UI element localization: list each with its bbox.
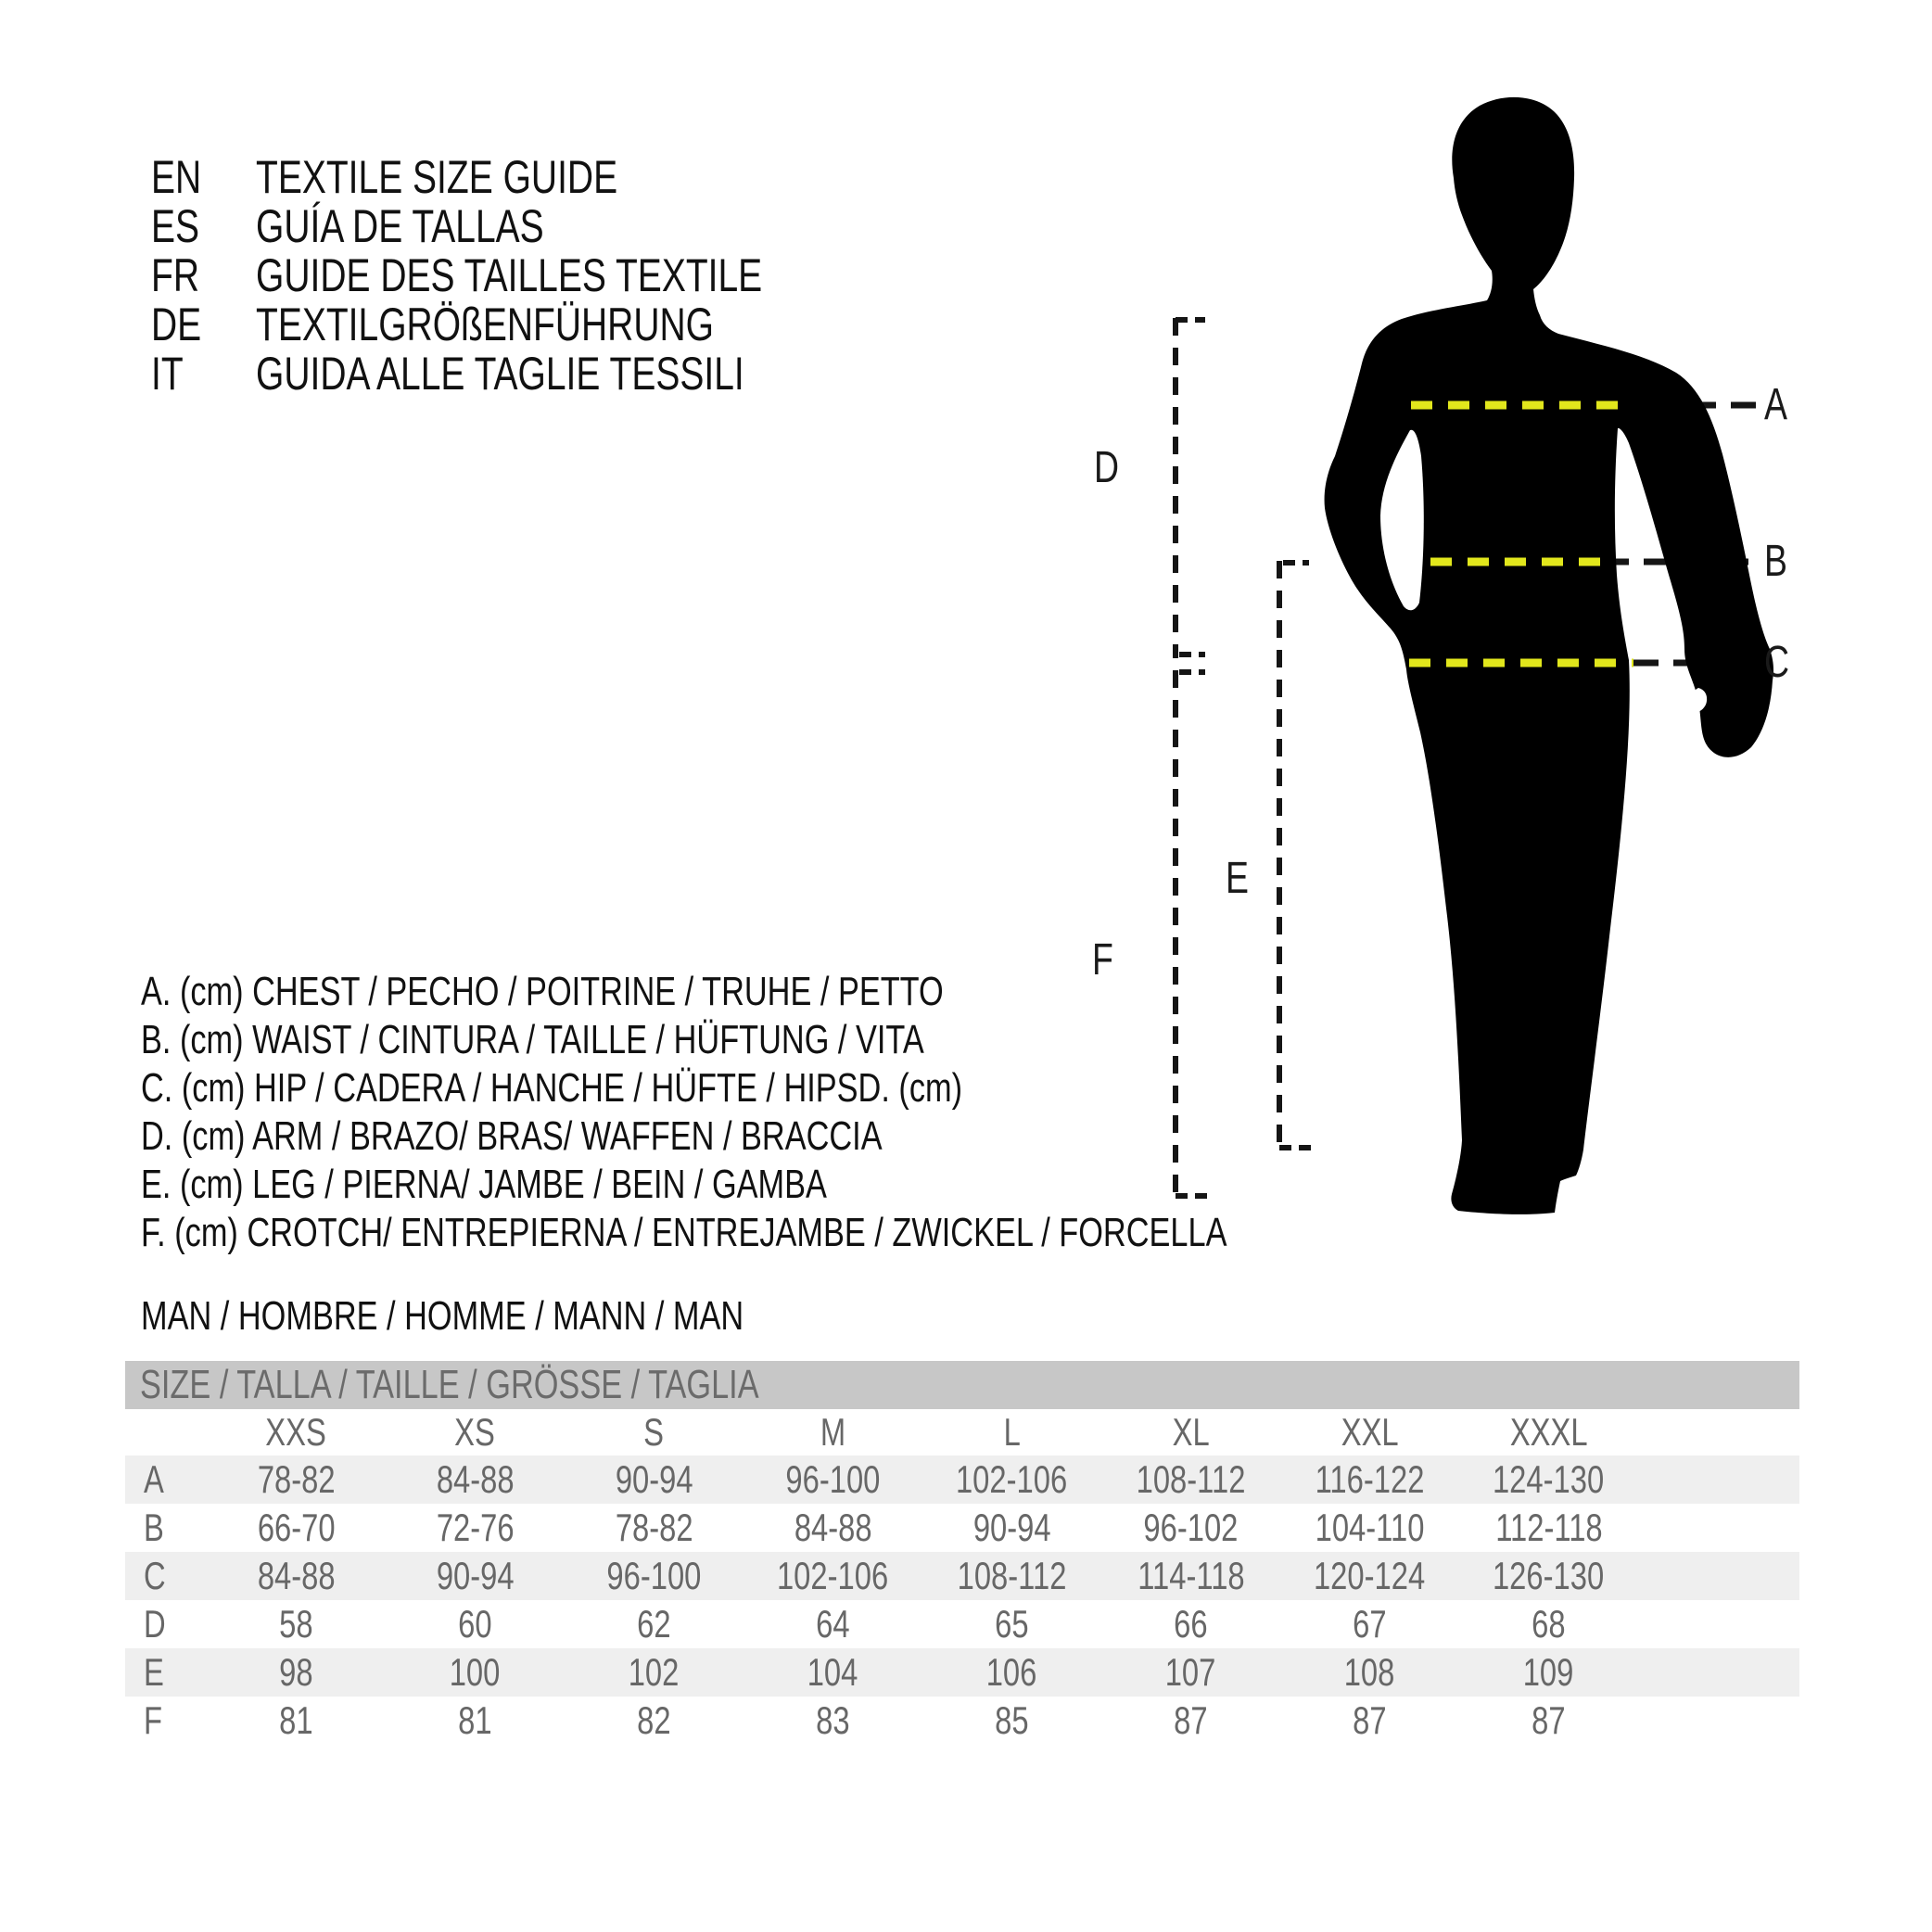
cell: 108-112	[922, 1552, 1101, 1600]
cell: 116-122	[1280, 1455, 1459, 1504]
cell: 108	[1280, 1648, 1459, 1697]
cell: 106	[922, 1648, 1101, 1697]
size-table-grid	[125, 1409, 1799, 1745]
lang-title: GUIDE DES TAILLES TEXTILE	[256, 249, 763, 301]
lang-title: GUIDA ALLE TAGLIE TESSILI	[256, 348, 744, 400]
cell: 96-102	[1143, 1506, 1239, 1549]
cell: 85	[995, 1698, 1029, 1742]
cell: 87	[1174, 1698, 1208, 1742]
row-label: E	[125, 1648, 207, 1697]
lang-code: FR	[151, 249, 199, 301]
cell: 65	[995, 1602, 1029, 1646]
cell: 78-82	[207, 1455, 386, 1504]
cell-filler	[1638, 1504, 1799, 1552]
row-label: B	[144, 1506, 164, 1549]
legend-line-f: F. (cm) CROTCH/ ENTREPIERNA / ENTREJAMBE / ZWICKEL / FORCELLA	[141, 1210, 1227, 1255]
cell: 126-130	[1459, 1552, 1638, 1600]
legend-line-c: C. (cm) HIP / CADERA / HANCHE / HÜFTE / HIPSD. (cm)	[141, 1065, 963, 1111]
cell: 84-88	[207, 1552, 386, 1600]
col-header-l: L	[1003, 1410, 1021, 1454]
cell: 84-88	[386, 1455, 565, 1504]
cell: 98	[207, 1648, 386, 1697]
cell: 114-118	[1101, 1552, 1280, 1600]
cell-filler	[1638, 1552, 1799, 1600]
col-header-xxxl: XXXL	[1509, 1410, 1588, 1454]
cell: 81	[458, 1698, 492, 1742]
cell: 96-100	[565, 1552, 744, 1600]
row-label: F	[144, 1698, 163, 1742]
legend-line-a: A. (cm) CHEST / PECHO / POITRINE / TRUHE / PETTO	[141, 969, 944, 1014]
hip-label: C	[1764, 638, 1790, 687]
lang-code: EN	[151, 151, 202, 203]
cell: 100	[386, 1648, 565, 1697]
cell: 112-118	[1494, 1506, 1603, 1549]
cell: 107	[1101, 1648, 1280, 1697]
cell: 81	[279, 1698, 313, 1742]
crotch-label: F	[1092, 935, 1113, 985]
lang-code: DE	[151, 299, 202, 350]
man-silhouette	[1325, 97, 1773, 1214]
cell: 66	[1174, 1602, 1208, 1646]
col-header-xl: XL	[1172, 1410, 1210, 1454]
cell: 120-124	[1280, 1552, 1459, 1600]
row-label: D	[144, 1602, 166, 1646]
waist-label: B	[1764, 537, 1787, 586]
category-line: MAN / HOMBRE / HOMME / MANN / MAN	[141, 1293, 744, 1339]
cell: 83	[816, 1698, 850, 1742]
col-header-m: M	[820, 1410, 846, 1454]
cell: 96-100	[744, 1455, 922, 1504]
cell: 104	[744, 1648, 922, 1697]
cell-filler	[1638, 1455, 1799, 1504]
col-header-xs: XS	[454, 1410, 496, 1454]
cell: 78-82	[615, 1506, 693, 1549]
cell: 62	[637, 1602, 671, 1646]
cell: 124-130	[1459, 1455, 1638, 1504]
cell: 58	[279, 1602, 313, 1646]
cell: 102-106	[922, 1455, 1101, 1504]
leg-label: E	[1226, 854, 1249, 903]
cell: 102-106	[744, 1552, 922, 1600]
cell: 66-70	[257, 1506, 336, 1549]
arm-label: D	[1094, 443, 1120, 492]
cell: 87	[1532, 1698, 1566, 1742]
header-spacer	[125, 1409, 207, 1455]
cell: 87	[1353, 1698, 1387, 1742]
legend-line-d: D. (cm) ARM / BRAZO/ BRAS/ WAFFEN / BRACCIA	[141, 1113, 883, 1159]
cell: 102	[565, 1648, 744, 1697]
cell: 68	[1532, 1602, 1566, 1646]
col-header-s: S	[643, 1410, 665, 1454]
cell: 60	[458, 1602, 492, 1646]
cell: 64	[816, 1602, 850, 1646]
row-label: C	[125, 1552, 207, 1600]
lang-code: ES	[151, 200, 200, 252]
cell-filler	[1638, 1600, 1799, 1648]
row-label: A	[125, 1455, 207, 1504]
size-table	[125, 1361, 1799, 1745]
cell-filler	[1638, 1648, 1799, 1697]
lang-title: GUÍA DE TALLAS	[256, 200, 544, 252]
cell-filler	[1638, 1697, 1799, 1745]
cell: 90-94	[565, 1455, 744, 1504]
col-header-xxs: XXS	[265, 1410, 327, 1454]
cell: 82	[637, 1698, 671, 1742]
cell: 90-94	[386, 1552, 565, 1600]
lang-title: TEXTILE SIZE GUIDE	[256, 151, 618, 203]
legend-line-b: B. (cm) WAIST / CINTURA / TAILLE / HÜFTUNG / VITA	[141, 1017, 924, 1062]
header-filler	[1638, 1409, 1799, 1455]
lang-title: TEXTILGRÖßENFÜHRUNG	[256, 299, 715, 350]
lang-code: IT	[151, 348, 184, 400]
cell: 104-110	[1315, 1506, 1425, 1549]
legend-line-e: E. (cm) LEG / PIERNA/ JAMBE / BEIN / GAMBA	[141, 1162, 827, 1207]
size-table-title-bar: SIZE / TALLA / TAILLE / GRÖSSE / TAGLIA	[125, 1361, 1799, 1409]
cell: 67	[1353, 1602, 1387, 1646]
cell: 90-94	[972, 1506, 1051, 1549]
cell: 84-88	[794, 1506, 872, 1549]
dimension-lines	[1176, 318, 1311, 1198]
cell: 72-76	[436, 1506, 515, 1549]
chest-label: A	[1764, 380, 1787, 429]
cell: 109	[1459, 1648, 1638, 1697]
col-header-xxl: XXL	[1341, 1410, 1399, 1454]
cell: 108-112	[1101, 1455, 1280, 1504]
